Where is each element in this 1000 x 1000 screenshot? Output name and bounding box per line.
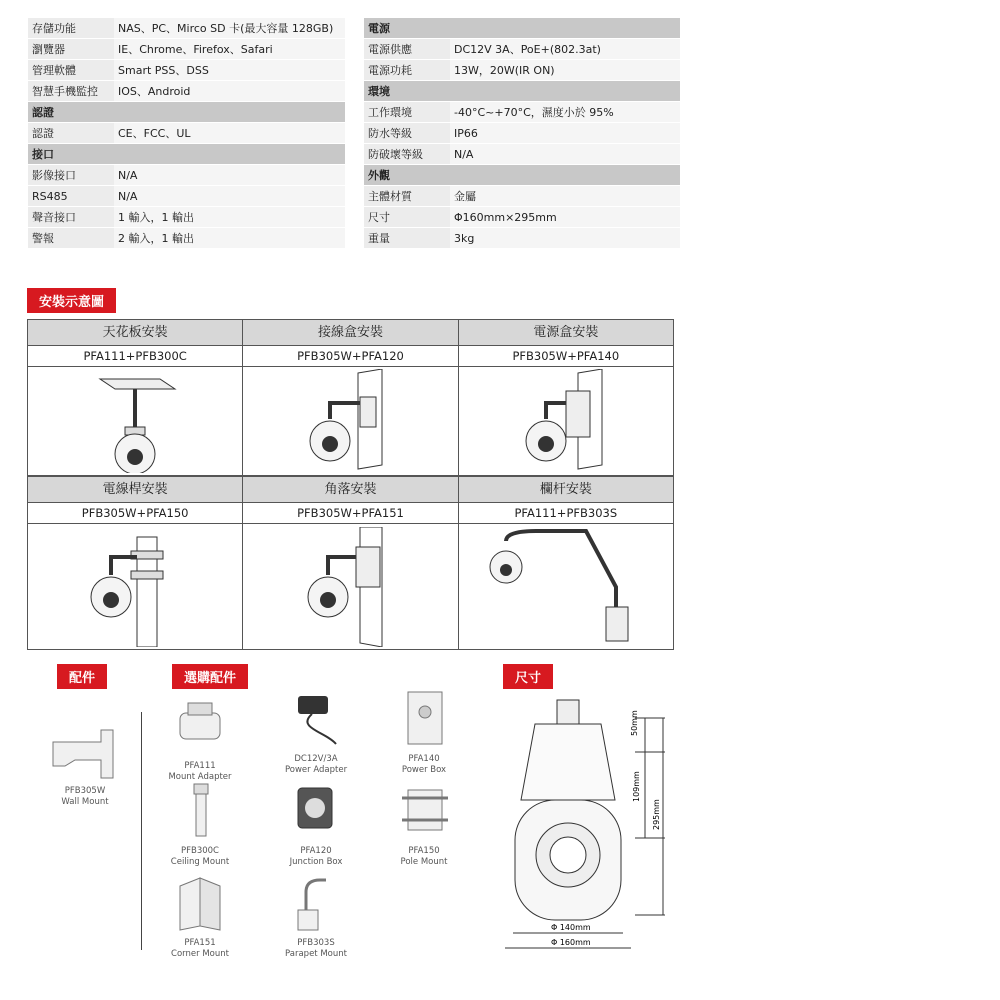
spec-key: 電源功耗 (364, 60, 450, 81)
optional-accessory-name: Ceiling Mount (170, 857, 230, 867)
spec-key: 認證 (28, 123, 114, 144)
parapet-mount-camera-icon (466, 527, 666, 647)
wall-mount-icon (45, 720, 125, 780)
spec-key: 警報 (28, 228, 114, 249)
spec-row (28, 207, 345, 228)
dimension-drawing (505, 690, 675, 955)
mount-title: 欄杆安裝 (459, 476, 673, 503)
mount-model: PFB305W+PFA151 (243, 503, 457, 524)
power-box-icon (384, 688, 464, 748)
pole-mount-camera-icon (75, 527, 195, 647)
divider-line (141, 712, 142, 950)
spec-row (364, 186, 680, 207)
accessory-name: Wall Mount (61, 797, 109, 807)
optional-accessory-name: Corner Mount (171, 949, 229, 959)
optional-accessory-code: PFA151 (184, 938, 216, 948)
spec-value: IE、Chrome、Firefox、Safari (114, 39, 345, 60)
mount-title: 電源盒安裝 (459, 320, 673, 346)
spec-row (28, 123, 345, 144)
spec-row (28, 165, 345, 186)
spec-value: 3kg (450, 228, 680, 249)
spec-row (364, 228, 680, 249)
optional-accessory-code: PFB303S (297, 938, 335, 948)
dim-total: 295mm (652, 799, 661, 830)
mount-title: 接線盒安裝 (243, 320, 457, 346)
mount-parapet (459, 476, 673, 649)
mount-title: 角落安裝 (243, 476, 457, 503)
spec-row (364, 123, 680, 144)
spec-row (28, 39, 345, 60)
optional-accessory-name: Pole Mount (400, 857, 448, 867)
spec-row (364, 144, 680, 165)
spec-key: 防破壞等級 (364, 144, 450, 165)
optional-accessory-code: PFB300C (180, 846, 219, 856)
spec-value: N/A (114, 186, 345, 207)
mount-ceiling (28, 320, 243, 476)
mount-adapter-icon (160, 695, 240, 755)
spec-key: 智慧手機監控 (28, 81, 114, 102)
spec-row (364, 207, 680, 228)
camera-upper-body (521, 724, 615, 800)
ceiling-mount-icon (160, 780, 240, 840)
optional-accessory-item (374, 780, 474, 868)
optional-accessory-item (150, 872, 250, 960)
spec-value: N/A (450, 144, 680, 165)
accessory-code: PFB305W (64, 786, 106, 796)
camera-lens (550, 837, 586, 873)
spec-value: N/A (114, 165, 345, 186)
spec-key: 重量 (364, 228, 450, 249)
spec-value: 13W，20W(IR ON) (450, 60, 680, 81)
mount-model: PFB305W+PFA120 (243, 346, 457, 367)
spec-key: 尺寸 (364, 207, 450, 228)
spec-section-header (364, 81, 680, 102)
spec-section-label: 認證 (28, 102, 345, 123)
spec-key: RS485 (28, 186, 114, 207)
spec-section-header (364, 165, 680, 186)
spec-value: -40°C~+70°C，濕度小於 95% (450, 102, 680, 123)
mount-junction (243, 320, 458, 476)
junction-mount-camera-icon (290, 369, 410, 473)
dimensions-title: 尺寸 (503, 664, 553, 689)
spec-row (364, 60, 680, 81)
optional-accessory-code: PFA150 (408, 846, 440, 856)
spec-key: 聲音接口 (28, 207, 114, 228)
power-adapter-icon (276, 688, 356, 748)
spec-row (28, 18, 345, 39)
spec-key: 電源供應 (364, 39, 450, 60)
install-diagram-title: 安裝示意圖 (27, 288, 116, 313)
spec-row (364, 39, 680, 60)
optional-accessory-code: PFA140 (408, 754, 440, 764)
spec-key: 存儲功能 (28, 18, 114, 39)
spec-key: 主體材質 (364, 186, 450, 207)
ceiling-mount-camera-icon (75, 369, 195, 473)
optional-accessory-name: Junction Box (289, 857, 343, 867)
mount-powerbox (459, 320, 673, 476)
parapet-mount-icon (276, 872, 356, 932)
spec-row (364, 102, 680, 123)
spec-section-label: 電源 (364, 18, 680, 39)
mount-model: PFB305W+PFA150 (28, 503, 242, 524)
optional-accessory-name: Parapet Mount (285, 949, 347, 959)
spec-key: 影像接口 (28, 165, 114, 186)
spec-row (28, 81, 345, 102)
mount-grid (27, 319, 674, 650)
optional-accessory-item (374, 688, 474, 776)
optional-accessory-item (266, 688, 366, 776)
mount-row (28, 320, 673, 476)
accessory-item (35, 720, 135, 808)
mount-title: 電線桿安裝 (28, 476, 242, 503)
accessories-title: 配件 (57, 664, 107, 689)
corner-mount-camera-icon (290, 527, 410, 647)
dim-mid: 109mm (632, 771, 641, 802)
spec-section-header (28, 102, 345, 123)
optional-accessory-code: DC12V/3A (294, 754, 338, 764)
spec-key: 瀏覽器 (28, 39, 114, 60)
spec-key: 管理軟體 (28, 60, 114, 81)
mount-pole (28, 476, 243, 649)
spec-value: DC12V 3A、PoE+(802.3at) (450, 39, 680, 60)
spec-table-right (364, 18, 680, 249)
optional-accessory-item (150, 695, 250, 783)
spec-value: Φ160mm×295mm (450, 207, 680, 228)
spec-key: 防水等級 (364, 123, 450, 144)
spec-key: 工作環境 (364, 102, 450, 123)
optional-accessory-code: PFA111 (184, 761, 216, 771)
optional-accessory-item (266, 872, 366, 960)
mount-model: PFA111+PFB300C (28, 346, 242, 367)
mount-model: PFA111+PFB303S (459, 503, 673, 524)
spec-value: 2 輸入，1 輸出 (114, 228, 345, 249)
mount-title: 天花板安裝 (28, 320, 242, 346)
spec-row (28, 228, 345, 249)
spec-section-label: 外觀 (364, 165, 680, 186)
spec-section-header (364, 18, 680, 39)
dim-top: 50mm (630, 710, 639, 736)
optional-accessory-item (150, 780, 250, 868)
spec-row (28, 186, 345, 207)
junction-box-icon (276, 780, 356, 840)
mount-row (28, 476, 673, 649)
spec-value: NAS、PC、Mirco SD 卡(最大容量 128GB) (114, 18, 345, 39)
spec-value: CE、FCC、UL (114, 123, 345, 144)
spec-row (28, 60, 345, 81)
mount-neck-shape (557, 700, 579, 724)
dim-outer: Φ 160mm (551, 938, 591, 947)
spec-value: Smart PSS、DSS (114, 60, 345, 81)
mount-corner (243, 476, 458, 649)
optional-accessory-name: Power Adapter (284, 765, 348, 775)
optional-accessory-name: Power Box (401, 765, 447, 775)
powerbox-mount-camera-icon (506, 369, 626, 473)
optional-accessory-item (266, 780, 366, 868)
spec-value: 1 輸入，1 輸出 (114, 207, 345, 228)
pole-mount-icon (384, 780, 464, 840)
spec-value: IOS、Android (114, 81, 345, 102)
optional-accessory-name: Mount Adapter (168, 772, 232, 782)
spec-table-left (28, 18, 345, 249)
corner-mount-icon (160, 872, 240, 932)
spec-section-header (28, 144, 345, 165)
spec-value: IP66 (450, 123, 680, 144)
optional-accessory-code: PFA120 (300, 846, 332, 856)
spec-section-label: 接口 (28, 144, 345, 165)
optional-accessories-title: 選購配件 (172, 664, 248, 689)
spec-value: 金屬 (450, 186, 680, 207)
spec-section-label: 環境 (364, 81, 680, 102)
mount-model: PFB305W+PFA140 (459, 346, 673, 367)
dim-inner: Φ 140mm (551, 923, 591, 932)
